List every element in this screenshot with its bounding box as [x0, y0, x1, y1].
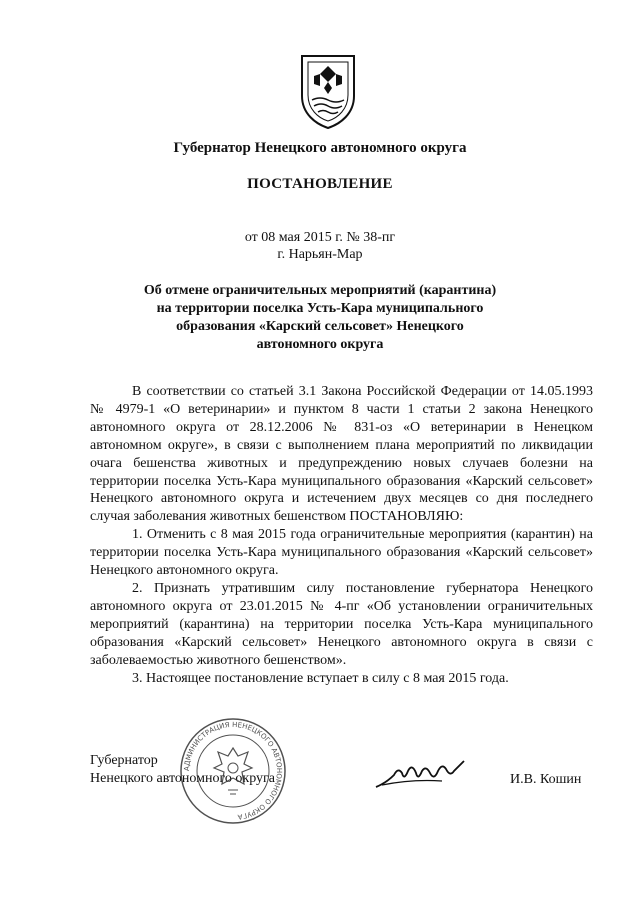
- city: г. Нарьян-Мар: [277, 247, 363, 262]
- date-number: от 08 мая 2015 г. № 38-пг: [244, 230, 396, 245]
- stamp-text: АДМИНИСТРАЦИЯ НЕНЕЦКОГО АВТОНОМНОГО ОКРУГА: [182, 720, 284, 821]
- document-subject: [0, 282, 640, 354]
- subject-line: на территории поселка Усть-Кара муниципального: [156, 301, 484, 316]
- official-stamp: [178, 716, 288, 826]
- issuer-title: Губернатор Ненецкого автономного округа: [173, 140, 467, 156]
- document-body: [90, 383, 593, 687]
- body-item-1: 1. Отменить с 8 мая 2015 года ограничительные мероприятия (карантин) на территории поселка Усть-Кара муниципального образования «Карский сельсовет» Ненецкого автономного округа.: [90, 527, 593, 579]
- handwritten-signature: [372, 757, 468, 793]
- signatory-name: И.В. Кошин: [510, 772, 582, 787]
- position-line: Губернатор: [90, 753, 158, 768]
- subject-line: образования «Карский сельсовет» Ненецкого: [176, 319, 464, 334]
- position-line: Ненецкого автономного округа: [90, 771, 275, 786]
- coat-of-arms-emblem: [298, 52, 358, 130]
- body-item-3: 3. Настоящее постановление вступает в силу с 8 мая 2015 года.: [132, 670, 509, 686]
- subject-line: автономного округа: [256, 337, 384, 352]
- subject-line: Об отмене ограничительных мероприятий (карантина): [143, 283, 497, 298]
- body-intro: В соответствии со статьей 3.1 Закона Российской Федерации от 14.05.1993 № 4979-1 «О ветеринарии» и пунктом 8 части 1 статьи 2 закона Ненецкого автономного округа от 28.12.2006 № 831-оз «О ветеринарии в Ненецком автономном округе», в связи с выполнением плана мероприятий по ликвидации очага бешенства животных и предупреждению новых случаев болезни на территории поселка Усть-Кара муниципального образования «Карский сельсовет» Ненецкого автономного округа и истечением двух месяцев со дня последнего случая заболевания животных бешенством ПОСТАНОВЛЯЮ:: [90, 384, 593, 525]
- document-type: ПОСТАНОВЛЕНИЕ: [247, 176, 393, 192]
- body-item-2: 2. Признать утратившим силу постановление губернатора Ненецкого автономного округа от 23.01.2015 № 4-пг «Об установлении ограничительных мероприятий (карантина) на территории поселка Усть-Кара муниципального образования «Карский сельсовет» Ненецкого автономного округа в связи с заболеваемостью животного бешенством».: [90, 580, 593, 668]
